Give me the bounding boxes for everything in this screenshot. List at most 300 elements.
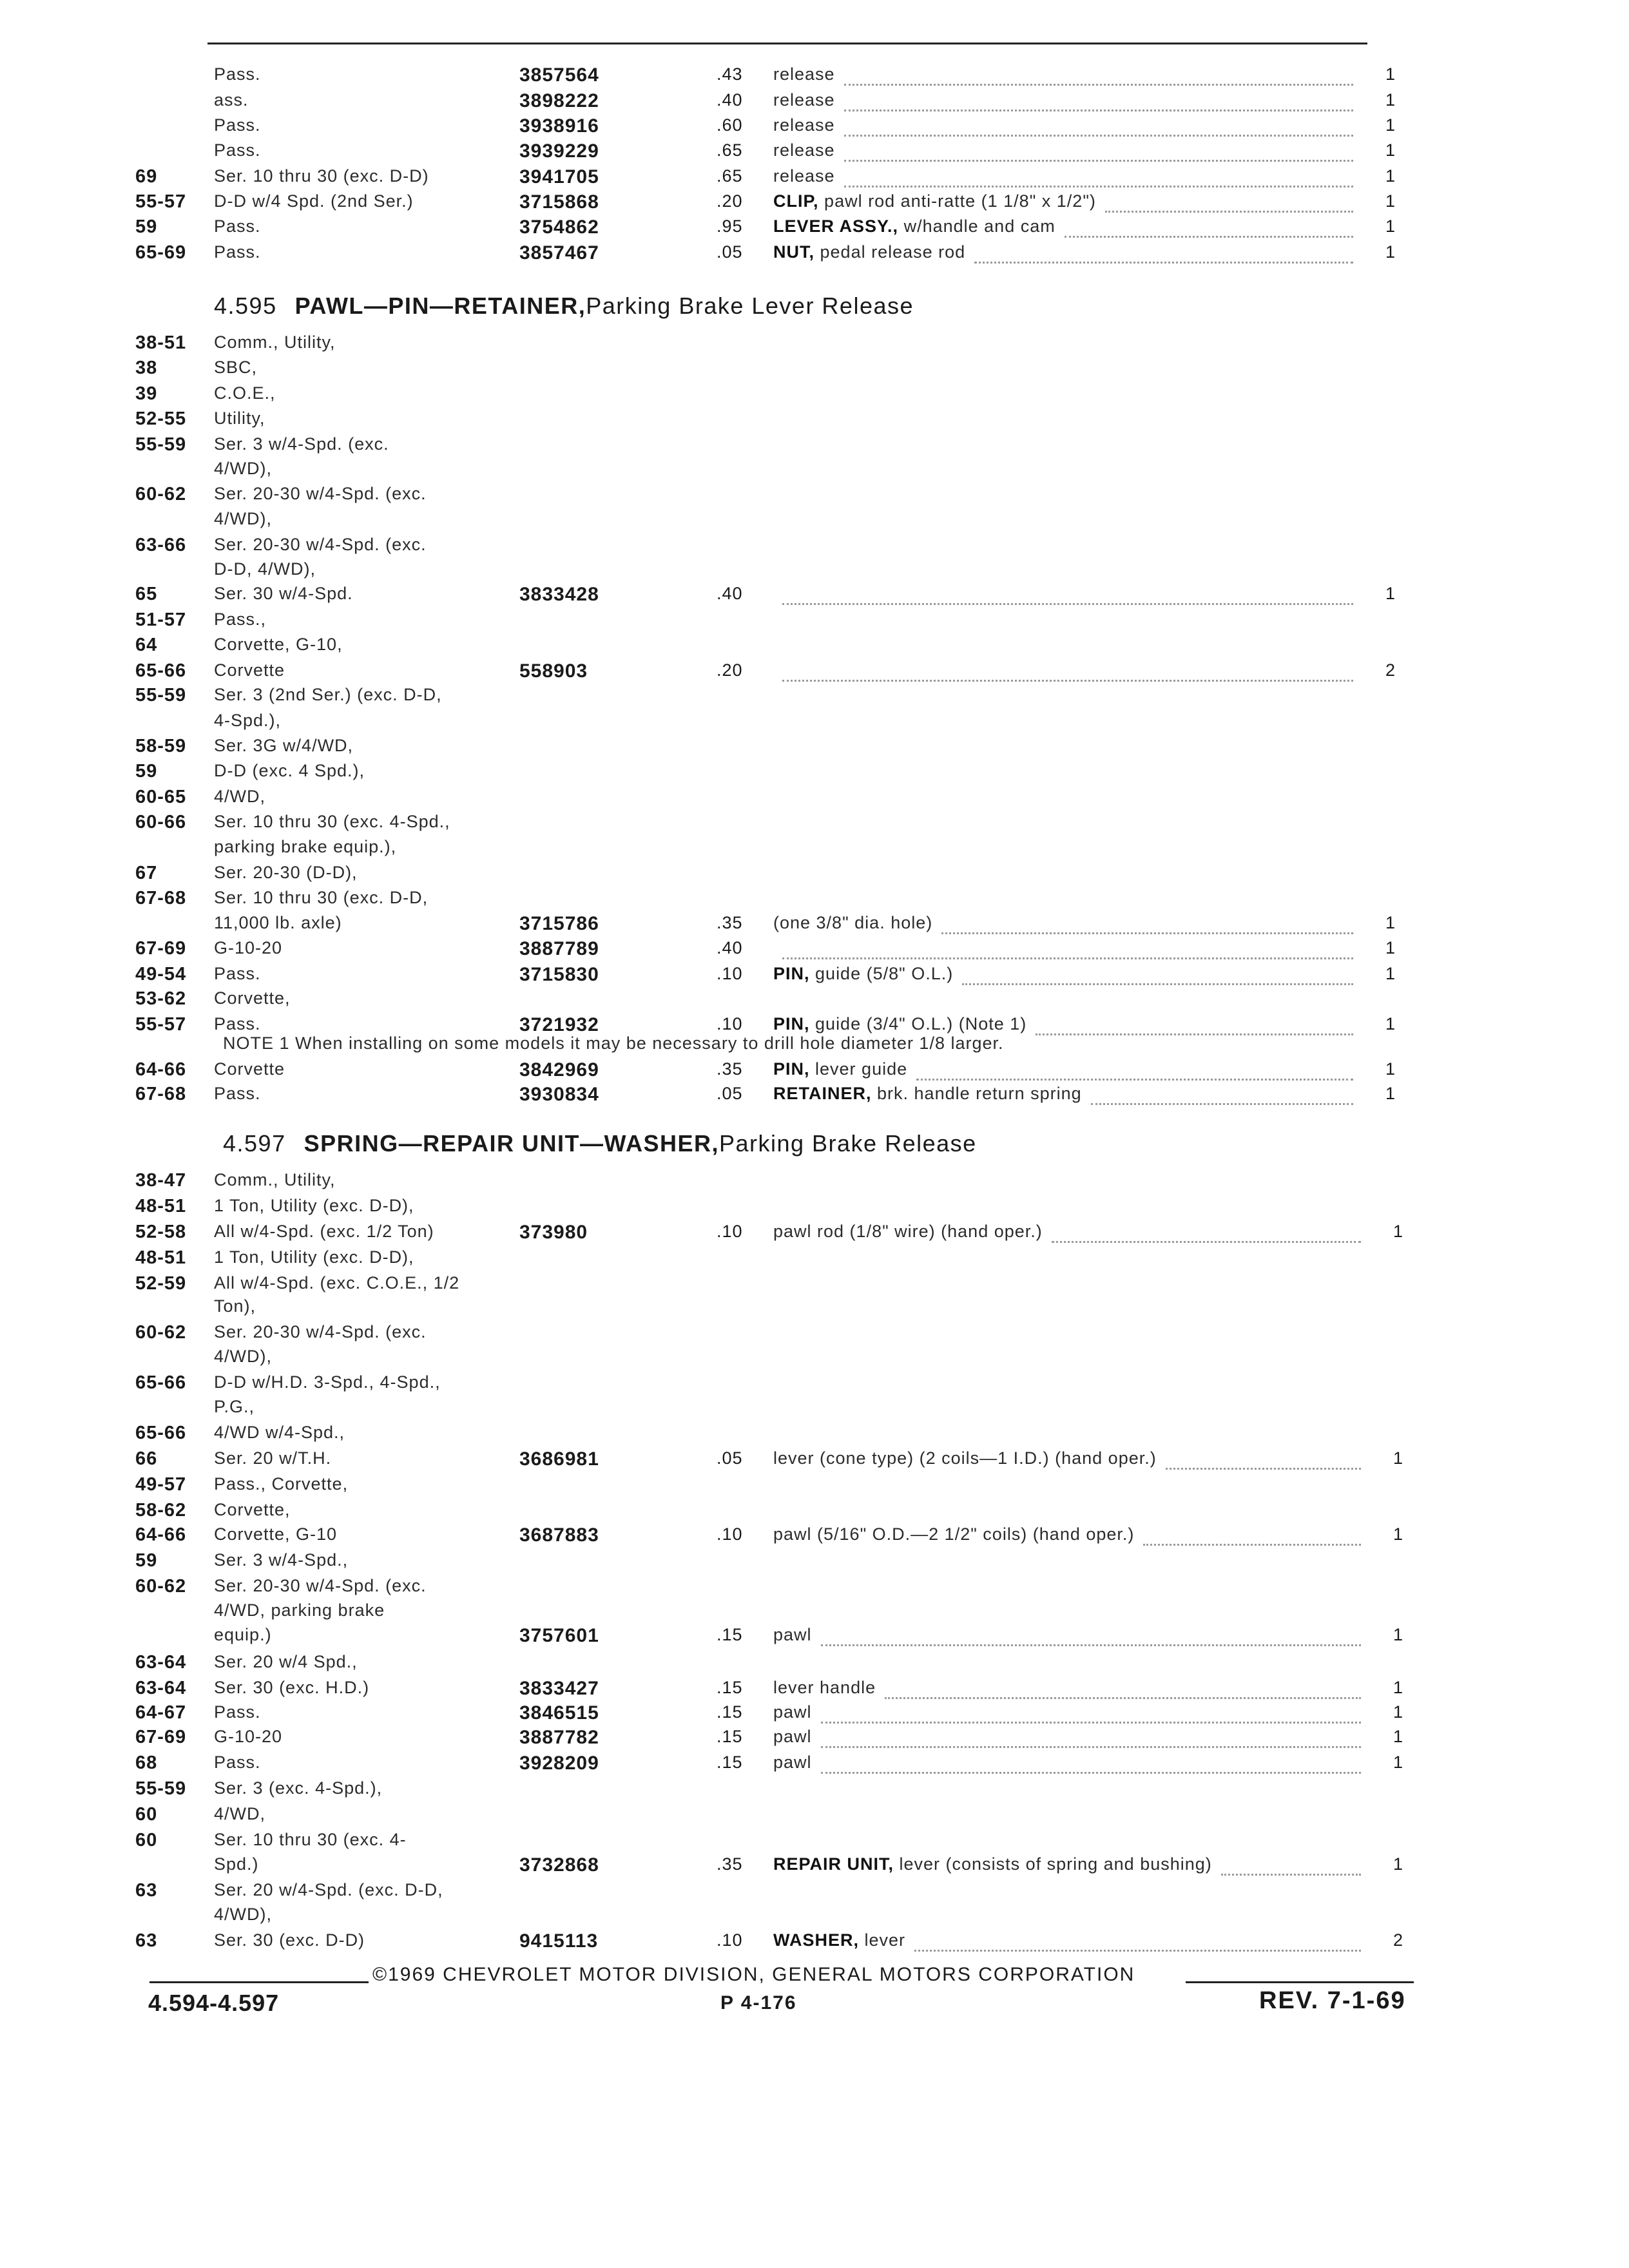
application: Ser. 30 (exc. D-D) [214,1930,365,1950]
part-number: 3887789 [519,938,599,959]
parts-row [0,1170,1629,1196]
model-years: 60-62 [135,1576,187,1597]
quantity: 1 [1393,1222,1404,1241]
parts-row [0,1854,1629,1880]
model-years: 67-69 [135,1727,187,1747]
parts-row [0,1652,1629,1678]
model-years: 64-67 [135,1702,187,1723]
description [773,191,1096,211]
dot-leader [1221,1854,1361,1876]
quantity: 1 [1385,1059,1396,1079]
model-years: 59 [135,1550,158,1571]
part-number: 3857467 [519,242,599,264]
model-years: 55-59 [135,434,187,455]
part-number: 9415113 [519,1930,599,1952]
model-years: 55-59 [135,1778,187,1799]
application: Pass. [214,1753,261,1772]
quantity: 1 [1393,1702,1404,1722]
model-years: 60-62 [135,484,187,505]
price: .20 [717,191,743,211]
section-code: SPRING—REPAIR UNIT—WASHER, [304,1130,719,1157]
model-years: 48-51 [135,1196,187,1216]
part-name: NUT, [773,242,815,262]
model-years: 65 [135,584,158,604]
part-number: 3842969 [519,1059,599,1081]
quantity: 1 [1393,1448,1404,1468]
dot-leader [962,964,1353,985]
quantity: 1 [1393,1524,1404,1544]
application: Ton), [214,1296,256,1316]
parts-row [0,1778,1629,1804]
model-years: 64-66 [135,1524,187,1545]
model-years: 60 [135,1804,158,1825]
dot-leader [844,90,1353,111]
description [773,913,932,933]
part-number: 373980 [519,1222,588,1243]
application: Pass. [214,1014,261,1033]
dot-leader [782,584,1353,605]
application: 4/WD, [214,1804,266,1823]
dot-leader [916,1059,1353,1081]
application: ass. [214,90,249,110]
model-years: 65-69 [135,242,187,263]
part-name: LEVER ASSY., [773,216,899,236]
part-number: 3938916 [519,115,599,137]
section-range: 4.594-4.597 [148,1990,280,2016]
parts-row [0,888,1629,914]
application: Ser. 10 thru 30 (exc. D-D) [214,166,429,186]
price: .05 [717,1448,743,1468]
application: Ser. 30 w/4-Spd. [214,584,353,603]
model-years: 59 [135,761,158,782]
application: G-10-20 [214,938,283,957]
application: Corvette, G-10, [214,635,343,654]
part-name: PIN, [773,964,810,983]
parts-row [0,1727,1629,1753]
parts-row [0,90,1629,116]
description-text: lever (cone type) (2 coils—1 I.D.) (hand oper.) [773,1448,1157,1468]
dot-leader [974,242,1353,264]
application: Ser. 10 thru 30 (exc. 4-Spd., [214,812,450,831]
description [773,1014,1027,1034]
parts-row [0,1905,1629,1930]
copyright-line: ©1969 CHEVROLET MOTOR DIVISION, GENERAL MOTORS CORPORATION [372,1964,1135,1985]
parts-row [0,635,1629,660]
part-number: 3846515 [519,1702,599,1724]
application: 4/WD w/4-Spd., [214,1423,345,1442]
description-text: release [773,90,835,110]
application: Pass. [214,1084,261,1103]
dot-leader [844,140,1353,162]
price: .35 [717,913,743,932]
model-years: 52-55 [135,408,187,429]
parts-row [0,1196,1629,1222]
price: .35 [717,1059,743,1079]
model-years: 38-47 [135,1170,187,1191]
model-years: 49-54 [135,964,187,985]
parts-row [0,988,1629,1014]
description [773,1753,812,1773]
application: Ser. 20 w/T.H. [214,1448,332,1468]
application: Corvette [214,1059,285,1079]
dot-leader [1166,1448,1361,1470]
parts-row [0,1550,1629,1576]
part-number: 3715868 [519,191,599,213]
description [773,964,953,984]
model-years: 55-57 [135,1014,187,1035]
quantity: 1 [1385,938,1396,957]
application: Ser. 20-30 w/4-Spd. (exc. [214,1322,427,1341]
description-text: pawl rod anti-ratte (1 1/8" x 1/2") [824,191,1096,211]
parts-row [0,115,1629,141]
application: Ser. 30 (exc. H.D.) [214,1678,370,1697]
application: Ser. 3 (2nd Ser.) (exc. D-D, [214,685,442,704]
description-text: lever guide [815,1059,908,1079]
parts-row [0,964,1629,990]
application: Pass. [214,140,261,160]
quantity: 1 [1385,216,1396,236]
application: All w/4-Spd. (exc. C.O.E., 1/2 [214,1273,460,1293]
model-years: 63-66 [135,535,187,555]
model-years: 38 [135,358,158,378]
model-years: 53-62 [135,988,187,1009]
price: .65 [717,166,743,186]
parts-row [0,216,1629,242]
description [773,1524,1134,1544]
parts-row [0,1474,1629,1500]
model-years: 65-66 [135,1423,187,1443]
quantity: 1 [1393,1854,1404,1874]
model-years: 49-57 [135,1474,187,1495]
model-years: 63 [135,1930,158,1951]
parts-row [0,1753,1629,1778]
application: Ser. 3 w/4-Spd., [214,1550,349,1570]
application: SBC, [214,358,258,377]
application: Ser. 3G w/4/WD, [214,736,354,755]
model-years: 39 [135,383,158,404]
parts-row [0,1296,1629,1322]
parts-row [0,1625,1629,1651]
model-years: 67-69 [135,938,187,959]
description-text: release [773,115,835,135]
parts-row [0,938,1629,964]
dot-leader [844,64,1353,86]
quantity: 2 [1393,1930,1404,1950]
parts-row [0,736,1629,762]
dot-leader [782,938,1353,959]
quantity: 1 [1385,1014,1396,1033]
application: Pass., [214,610,267,629]
model-years: 58-59 [135,736,187,756]
price: .05 [717,242,743,262]
parts-row [0,64,1629,90]
parts-row [0,383,1629,409]
description [773,1059,907,1079]
model-years: 64 [135,635,158,655]
application: Pass. [214,242,261,262]
dot-leader [844,166,1353,187]
application: Pass. [214,216,261,236]
model-years: 69 [135,166,158,187]
part-number: 3721932 [519,1014,599,1035]
price: .43 [717,64,743,84]
parts-row [0,166,1629,192]
page-number: P 4-176 [720,1992,797,2013]
application: Corvette, [214,1500,291,1519]
application: D-D w/4 Spd. (2nd Ser.) [214,191,414,211]
parts-row [0,1448,1629,1474]
dot-leader [844,115,1353,137]
part-number: 3715830 [519,964,599,985]
footer-rule-left [149,1981,369,1983]
parts-row [0,1678,1629,1704]
price: .40 [717,90,743,110]
price: .35 [717,1854,743,1874]
part-name: PIN, [773,1014,810,1033]
application: D-D, 4/WD), [214,559,316,579]
application: Ser. 20-30 (D-D), [214,863,358,882]
parts-row [0,358,1629,383]
description [773,166,835,186]
application: Ser. 10 thru 30 (exc. D-D, [214,888,429,907]
price: .10 [717,1930,743,1950]
price: .15 [717,1727,743,1746]
description-text: pedal release rod [820,242,966,262]
quantity: 1 [1385,166,1396,186]
revision-date: REV. 7-1-69 [1259,1987,1406,2014]
application: Ser. 3 w/4-Spd. (exc. [214,434,389,454]
application: Pass. [214,1702,261,1722]
price: .40 [717,584,743,603]
description-text: release [773,64,835,84]
price: .10 [717,964,743,983]
description-text: guide (3/4" O.L.) (Note 1) [815,1014,1027,1033]
parts-row [0,1524,1629,1550]
model-years: 65-66 [135,1372,187,1393]
parts-row [0,509,1629,535]
parts-row [0,535,1629,561]
model-years: 64-66 [135,1059,187,1080]
quantity: 1 [1385,242,1396,262]
parts-row [0,1576,1629,1602]
application: C.O.E., [214,383,276,403]
part-number: 3887782 [519,1727,599,1748]
description-text: (one 3/8" dia. hole) [773,913,933,932]
description-text: w/handle and cam [903,216,1055,236]
quantity: 1 [1385,191,1396,211]
description [773,1702,812,1722]
parts-row [0,1372,1629,1398]
application: Ser. 20-30 w/4-Spd. (exc. [214,1576,427,1595]
price: .95 [717,216,743,236]
application: Utility, [214,408,265,428]
model-years: 63-64 [135,1678,187,1698]
part-number: 3930834 [519,1084,599,1105]
description-text: pawl [773,1702,812,1722]
description [773,140,835,160]
parts-row [0,837,1629,863]
section-title: Parking Brake Release [718,1130,977,1157]
parts-row [0,1702,1629,1728]
parts-row [0,1059,1629,1085]
price: .15 [717,1678,743,1697]
parts-row [0,610,1629,635]
description-text: brk. handle return spring [877,1084,1082,1103]
application: Comm., Utility, [214,332,336,352]
part-number: 3857564 [519,64,599,86]
description-text: pawl rod (1/8" wire) (hand oper.) [773,1222,1043,1241]
model-years: 63-64 [135,1652,187,1673]
model-years: 59 [135,216,158,237]
dot-leader [821,1702,1361,1724]
application: 4/WD, [214,787,266,806]
quantity: 1 [1393,1727,1404,1746]
parts-row [0,761,1629,787]
application: Ser. 20-30 w/4-Spd. (exc. [214,484,427,503]
price: .60 [717,115,743,135]
section-code: PAWL—PIN—RETAINER, [294,293,586,319]
parts-row [0,332,1629,358]
part-number: 3939229 [519,140,599,162]
section-number: 4.595 [214,293,277,319]
price: .10 [717,1014,743,1033]
part-number: 3833428 [519,584,599,605]
application: Corvette, [214,988,291,1008]
description [773,90,835,110]
part-number: 3941705 [519,166,599,187]
application: 1 Ton, Utility (exc. D-D), [214,1196,414,1215]
price: .10 [717,1524,743,1544]
model-years: 55-59 [135,685,187,706]
footer-rule-right [1186,1981,1414,1983]
description-text: pawl [773,1727,812,1746]
parts-row [0,1222,1629,1247]
description-text: lever (consists of spring and bushing) [899,1854,1212,1874]
quantity: 1 [1385,913,1396,932]
part-name: PIN, [773,1059,810,1079]
description [773,115,835,135]
price: .05 [717,1084,743,1103]
quantity: 1 [1385,140,1396,160]
description [773,1854,1212,1874]
parts-row [0,711,1629,736]
application: 4/WD), [214,1905,272,1924]
model-years: 60-65 [135,787,187,807]
price: .10 [717,1222,743,1241]
description [773,242,965,262]
application: 4/WD, parking brake [214,1600,385,1620]
parts-row [0,459,1629,485]
dot-leader [1143,1524,1361,1546]
section-heading-4-595 [214,293,914,320]
parts-row [0,1322,1629,1348]
model-years: 65-66 [135,660,187,681]
part-number: 3687883 [519,1524,599,1546]
description [773,1222,1043,1242]
parts-row [0,584,1629,610]
parts-row [0,140,1629,166]
part-name: WASHER, [773,1930,860,1950]
parts-row [0,242,1629,268]
application: 4/WD), [214,459,272,478]
note-1: NOTE 1 When installing on some models it may be necessary to drill hole diameter 1/8 larger. [223,1033,1004,1053]
application: Ser. 20 w/4 Spd., [214,1652,358,1671]
model-years: 63 [135,1880,158,1901]
description [773,1930,905,1950]
section-number: 4.597 [223,1130,286,1157]
parts-row [0,434,1629,460]
parts-row [0,1347,1629,1372]
model-years: 67-68 [135,1084,187,1104]
part-number: 3686981 [519,1448,599,1470]
model-years: 67 [135,863,158,883]
part-number: 3898222 [519,90,599,111]
dot-leader [782,660,1353,682]
model-years: 52-59 [135,1273,187,1294]
application: Spd.) [214,1854,259,1874]
quantity: 1 [1385,90,1396,110]
quantity: 1 [1393,1753,1404,1772]
description [773,64,835,84]
description [773,1678,876,1698]
price: .65 [717,140,743,160]
dot-leader [1065,216,1353,238]
model-years: 60 [135,1830,158,1850]
part-number: 3732868 [519,1854,599,1876]
application: G-10-20 [214,1727,283,1746]
quantity: 1 [1385,1084,1396,1103]
parts-row [0,1397,1629,1423]
section-title: Parking Brake Lever Release [586,293,914,319]
parts-row [0,1273,1629,1299]
parts-row [0,1930,1629,1956]
description [773,216,1055,236]
dot-leader [821,1727,1361,1748]
application: Pass. [214,64,261,84]
parts-row [0,1423,1629,1448]
description-text: pawl (5/16" O.D.—2 1/2" coils) (hand oper.) [773,1524,1135,1544]
parts-row [0,1084,1629,1110]
model-years: 68 [135,1753,158,1773]
parts-row [0,1600,1629,1626]
application: Corvette, G-10 [214,1524,338,1544]
part-name: RETAINER, [773,1084,872,1103]
description-text: release [773,140,835,160]
parts-row [0,191,1629,217]
application: equip.) [214,1625,272,1644]
description [773,1727,812,1747]
description-text: pawl [773,1753,812,1772]
model-years: 38-51 [135,332,187,353]
parts-row [0,685,1629,711]
dot-leader [1052,1222,1361,1243]
quantity: 1 [1385,115,1396,135]
description-text: lever handle [773,1678,876,1697]
model-years: 60-66 [135,812,187,832]
quantity: 1 [1393,1678,1404,1697]
model-years: 67-68 [135,888,187,908]
part-number: 558903 [519,660,588,682]
dot-leader [821,1753,1361,1774]
application: D-D w/H.D. 3-Spd., 4-Spd., [214,1372,441,1392]
parts-row [0,1830,1629,1856]
description [773,1625,812,1645]
price: .15 [717,1702,743,1722]
parts-row [0,812,1629,838]
top-rule [207,43,1367,44]
dot-leader [1105,191,1353,213]
application: Ser. 20-30 w/4-Spd. (exc. [214,535,427,554]
